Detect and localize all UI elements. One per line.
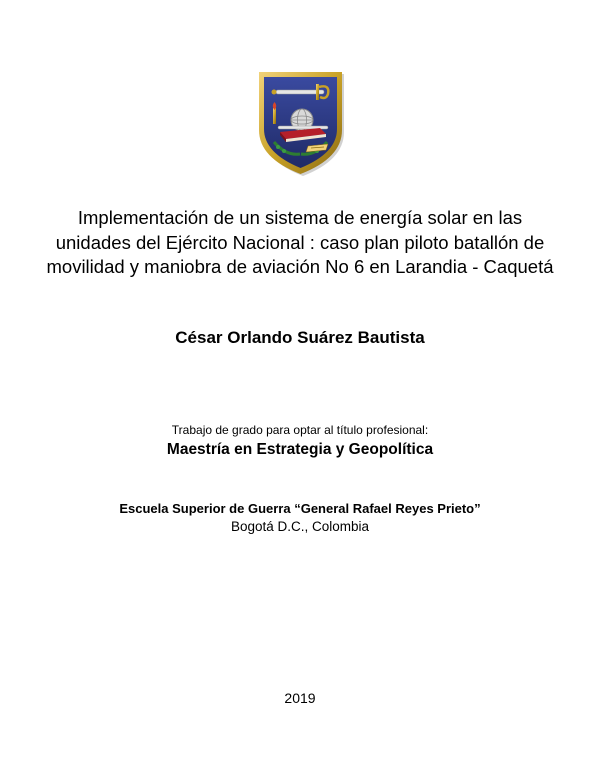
degree-name: Maestría en Estrategia y Geopolítica [166,441,434,458]
publication-year: 2019 [284,690,316,706]
document-title: Implementación de un sistema de energía solar en las unidades del Ejército Nacional : caso plan piloto batallón de movilidad y maniobra de aviación No 6 en Larandia - Caquetá [46,207,554,277]
institution-name: Escuela Superior de Guerra “General Rafael Reyes Prieto” [119,501,481,516]
author-name: César Orlando Suárez Bautista [175,328,425,347]
thesis-purpose: Trabajo de grado para optar al título profesional: [171,423,429,437]
institution-city: Bogotá D.C., Colombia [230,519,370,534]
military-school-crest-icon [256,70,348,178]
